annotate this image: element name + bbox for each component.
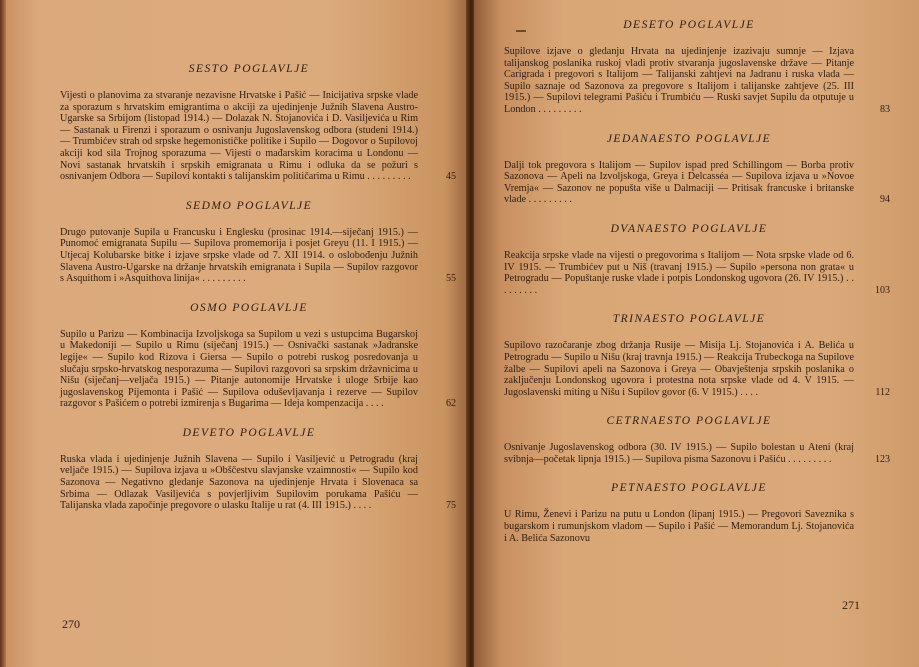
chapter-summary: Vijesti o planovima za stvaranje nezavisne Hrvatske i Pašić — Inicijativa srpske vlade za sporazum s hrvatskim emigrantima o akciji za ujedinjenje Južnih Slavena Austro-Ugarske sa Srbijom (listopad 1914.) — Dolazak N. Stojanovića i D. Vasiljevića u Rim — Sastanak u Firenzi i sporazum o osnivanju Jugoslavenskog odbora (studeni 1914.) — Trumbićev strah od srpske hegemonističke politike i Supilo — Dogovor o Supilovoj akciji kod sila Trojnog sporazuma — Vijesti o mađarskim koracima u Londonu — Novi sastanak hrvatskih i srpskih emigranata u Rimu i odluka da se požuri s osnivanjem Odbora — Supilovi kontakti s talijanskim političarima u Rimu . . . . . . . . . [60,90,418,183]
left-toc-list [60,62,456,528]
toc-entry [504,509,874,544]
right-page-number: 271 [842,598,860,612]
chapter-page-number: 62 [446,398,456,410]
toc-entry [60,453,456,512]
chapter-jedanaesto [504,132,890,206]
chapter-deseto [504,18,890,116]
chapter-heading: SEDMO POGLAVLJE [185,199,313,212]
chapter-page-number: 45 [446,171,456,183]
chapter-deveto [60,426,456,512]
chapter-sedmo [60,199,456,285]
toc-entry [504,46,890,116]
toc-entry [504,340,890,398]
chapter-heading: CETRNAESTO POGLAVLJE [606,415,772,428]
chapter-cetrnaesto [504,414,890,465]
chapter-summary: Ruska vlada i ujedinjenje Južnih Slavena — Supilo i Vasiljević u Petrogradu (kraj veljače 1915.) — Supilova izjava u »Obščestvu slavjanske vzaimnosti« — Supilo kod Sazonova — Negativno gledanje Sazonova na ujedinjenje Hrvata i Slovenaca sa Srbima — Odlazak Vasiljevića s povjerljivim Supilovim porukama Pašiću — Talijanska vlada započinje pregovore o ulasku Italije u rat (4. III 1915.) . . . . [60,453,418,512]
chapter-summary: Supilo u Parizu — Kombinacija Izvoljskoga sa Supilom u vezi s ustupcima Bugarskoj u Makedoniji — Supilo u Rimu (siječanj 1915.) — Osnivački sastanak »Jadranske legije« — Supilo kod Rizova i Giersa — Supilo o potrebi ruskog posredovanja u slučaju srpsko-hrvatskog nesporazuma — Supilovi razgovori sa srpskim državnicima u Nišu (siječanj—veljača 1915.) — Pitanje autonomije Hrvatske i uloge Srbije kao jugoslavenskog Pijemonta i Pašić — Supilova oduševljavanja i rezerve — Supilov razgovor s Pašićem o potrebi izmirenja s Bugarima — Ideja kompenzacija . . . . [60,328,418,410]
chapter-page-number: 103 [875,284,890,296]
chapter-heading: TRINAESTO POGLAVLJE [612,313,766,326]
toc-entry [504,159,890,206]
chapter-page-number: 75 [446,500,456,512]
chapter-osmo [60,301,456,410]
chapter-page-number: 94 [880,194,890,206]
right-page [474,0,919,667]
toc-entry [60,226,456,285]
chapter-trinaesto [504,312,890,398]
chapter-summary: Supilove izjave o gledanju Hrvata na ujedinjenje izazivaju sumnje — Izjava talijanskog poslanika ruskoj vladi protiv stvaranja jugoslavenske države — Pitanje Carigrada i pregovori s Italijom — Talijanski zahtjevi na Jadranu i ruska vlada — Supilo saznaje od Sazonova za pregovore s Italijom i talijanske zahtjeve (25. III 1915.) — Supilovi telegrami Pašiću i Trumbiću — Ruski savjet Supilu da otputuje u London . . . . . . . . . [504,46,854,115]
chapter-heading: OSMO POGLAVLJE [190,301,308,314]
left-page-number: 270 [62,617,80,631]
chapter-heading: DEVETO POGLAVLJE [182,426,316,439]
chapter-heading: DESETO POGLAVLJE [623,19,755,31]
toc-entry [504,249,890,296]
chapter-sesto [60,62,456,183]
chapter-page-number: 123 [875,453,890,465]
toc-entry [504,442,890,465]
left-page-edge [0,0,6,667]
chapter-page-number: 83 [880,103,890,115]
chapter-heading: SESTO POGLAVLJE [188,63,310,75]
chapter-summary: U Rimu, Ženevi i Parizu na putu u London (lipanj 1915.) — Pregovori Saveznika s bugarskom i rumunjskom vladom — Supilo i Pašić — Memorandum Lj. Stojanovića i A. Belića Sazonovu [504,509,854,544]
chapter-summary: Reakcija srpske vlade na vijesti o pregovorima s Italijom — Nota srpske vlade od 6. IV 1915. — Trumbićev put u Niš (travanj 1915.) — Supilo »persona non grata« u Petrogradu — Popuštanje ruske vlade i potpis Londonskog ugovora (26. IV 1915.) . . . . . . . . . [504,249,854,296]
chapter-summary: Supilovo razočaranje zbog držanja Rusije — Misija Lj. Stojanovića i A. Belića u Petrogradu — Supilo u Nišu (kraj travnja 1915.) — Reakcija Trubeckoga na Supilove žalbe — Supilovi apeli na Sazonova i Greya — Obavještenja srpskih poslanika o zaključenju Londonskog ugovora i protestna nota srpske vlade od 4. V 1915. — Jugoslavenski miting u Nišu i Supilov govor (6. V 1915.) . . . . [504,340,854,398]
chapter-summary: Osnivanje Jugoslavenskog odbora (30. IV 1915.) — Supilo bolestan u Ateni (kraj svibnja—početak lipnja 1915.) — Supilova pisma Sazonovu i Pašiću . . . . . . . . . [504,442,854,465]
chapter-heading: PETNAESTO POGLAVLJE [611,482,767,495]
toc-entry [60,328,456,410]
chapter-dvanaesto [504,222,890,296]
chapter-page-number: 112 [875,386,890,398]
chapter-petnaesto [504,481,874,544]
toc-entry [60,90,456,183]
chapter-page-number: 55 [446,273,456,285]
chapter-heading: JEDANAESTO POGLAVLJE [606,132,772,145]
chapter-summary: Drugo putovanje Supila u Francusku i Englesku (prosinac 1914.—siječanj 1915.) — Punomoć emigranata Supilu — Supilova promemorija i posjet Greyu (11. I 1915.) — Utjecaj Kolubarske bitke i izjave srpske vlade od 7. XII 1914. o oslobođenju Južnih Slavena Austro-Ugarske na držanje hrvatskih emigranata i Supila — Supilov razgovor s Asquithom i »Asquithova linija« . . . . . . . . . [60,226,418,285]
chapter-summary: Dalji tok pregovora s Italijom — Supilov ispad pred Schillingom — Borba protiv Sazonova — Apeli na Izvoljskoga, Greya i Delcasséa — Supilova izjava u »Novoe Vremja« — Sazonov ne popušta više u Dalmaciji — Pritisak francuske i britanske vlade . . . . . . . . . [504,159,854,206]
chapter-heading: DVANAESTO POGLAVLJE [610,222,768,235]
right-toc-list [504,18,890,560]
